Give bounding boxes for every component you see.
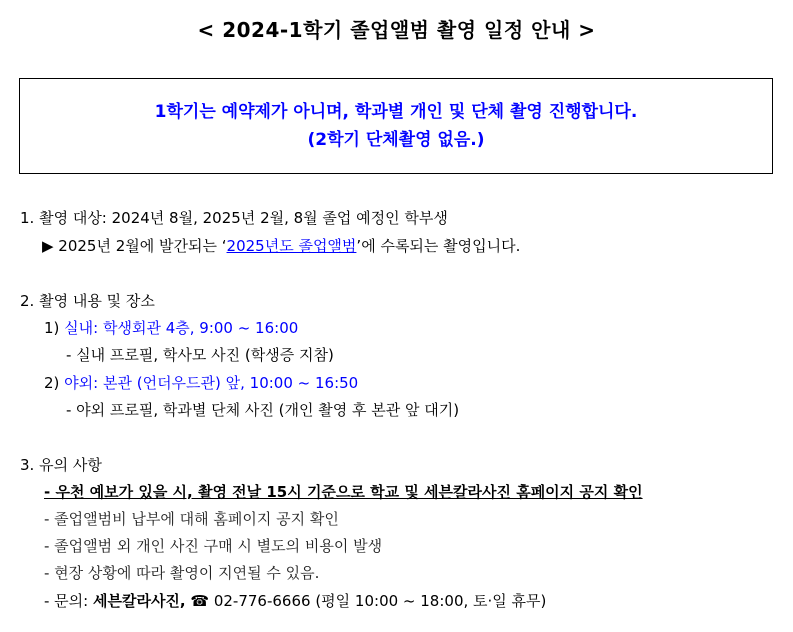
item1-number: 1) xyxy=(44,319,65,337)
section1-heading: 1. 촬영 대상: 2024년 8월, 2025년 2월, 8월 졸업 예정인 학부생 xyxy=(20,209,448,227)
contact-prefix: - 문의: xyxy=(44,592,93,610)
section2-item1 xyxy=(44,318,298,338)
section2-item2-detail: - 야외 프로필, 학과별 단체 사진 (개인 촬영 후 본관 앞 대기) xyxy=(66,401,460,419)
item2-number: 2) xyxy=(44,374,65,392)
purchase-notice: - 졸업앨범 외 개인 사진 구매 시 별도의 비용이 발생 xyxy=(44,537,383,555)
indoor-location: 실내: 학생회관 4층, 9:00 ~ 16:00 xyxy=(64,319,299,337)
outdoor-location: 야외: 본관 (언더우드관) 앞, 10:00 ~ 16:50 xyxy=(64,374,359,392)
notice-box xyxy=(19,78,773,174)
section1-note-suffix: ’에 수록되는 촬영입니다. xyxy=(356,237,521,255)
rain-notice: - 우천 예보가 있을 시, 촬영 전날 15시 기준으로 학교 및 세븐칼라사진 홈페이지 공지 확인 xyxy=(44,483,643,501)
contact-company: 세븐칼라사진, xyxy=(92,592,186,610)
notice-line-1: 1학기는 예약제가 아니며, 학과별 개인 및 단체 촬영 진행합니다. xyxy=(154,102,638,122)
delay-notice: - 현장 상황에 따라 촬영이 지연될 수 있음. xyxy=(44,564,320,582)
contact-phone: ☎ 02-776-6666 (평일 10:00 ~ 18:00, 토·일 휴무) xyxy=(185,592,547,610)
fee-notice: - 졸업앨범비 납부에 대해 홈페이지 공지 확인 xyxy=(44,510,339,528)
notice-line-2: (2학기 단체촬영 없음.) xyxy=(307,130,485,150)
section1-note-prefix: ▶ 2025년 2월에 발간되는 ‘ xyxy=(42,237,227,255)
page-title: < 2024-1학기 졸업앨범 촬영 일정 안내 > xyxy=(197,18,596,42)
contact-line xyxy=(44,591,546,611)
section2-item2 xyxy=(44,373,358,393)
section3-heading: 3. 유의 사항 xyxy=(20,456,102,474)
section2-item1-detail: - 실내 프로필, 학사모 사진 (학생증 지참) xyxy=(66,346,334,364)
section1-note xyxy=(42,236,520,256)
yearbook-link[interactable]: 2025년도 졸업앨범 xyxy=(226,237,357,255)
section2-heading: 2. 촬영 내용 및 장소 xyxy=(20,292,155,310)
